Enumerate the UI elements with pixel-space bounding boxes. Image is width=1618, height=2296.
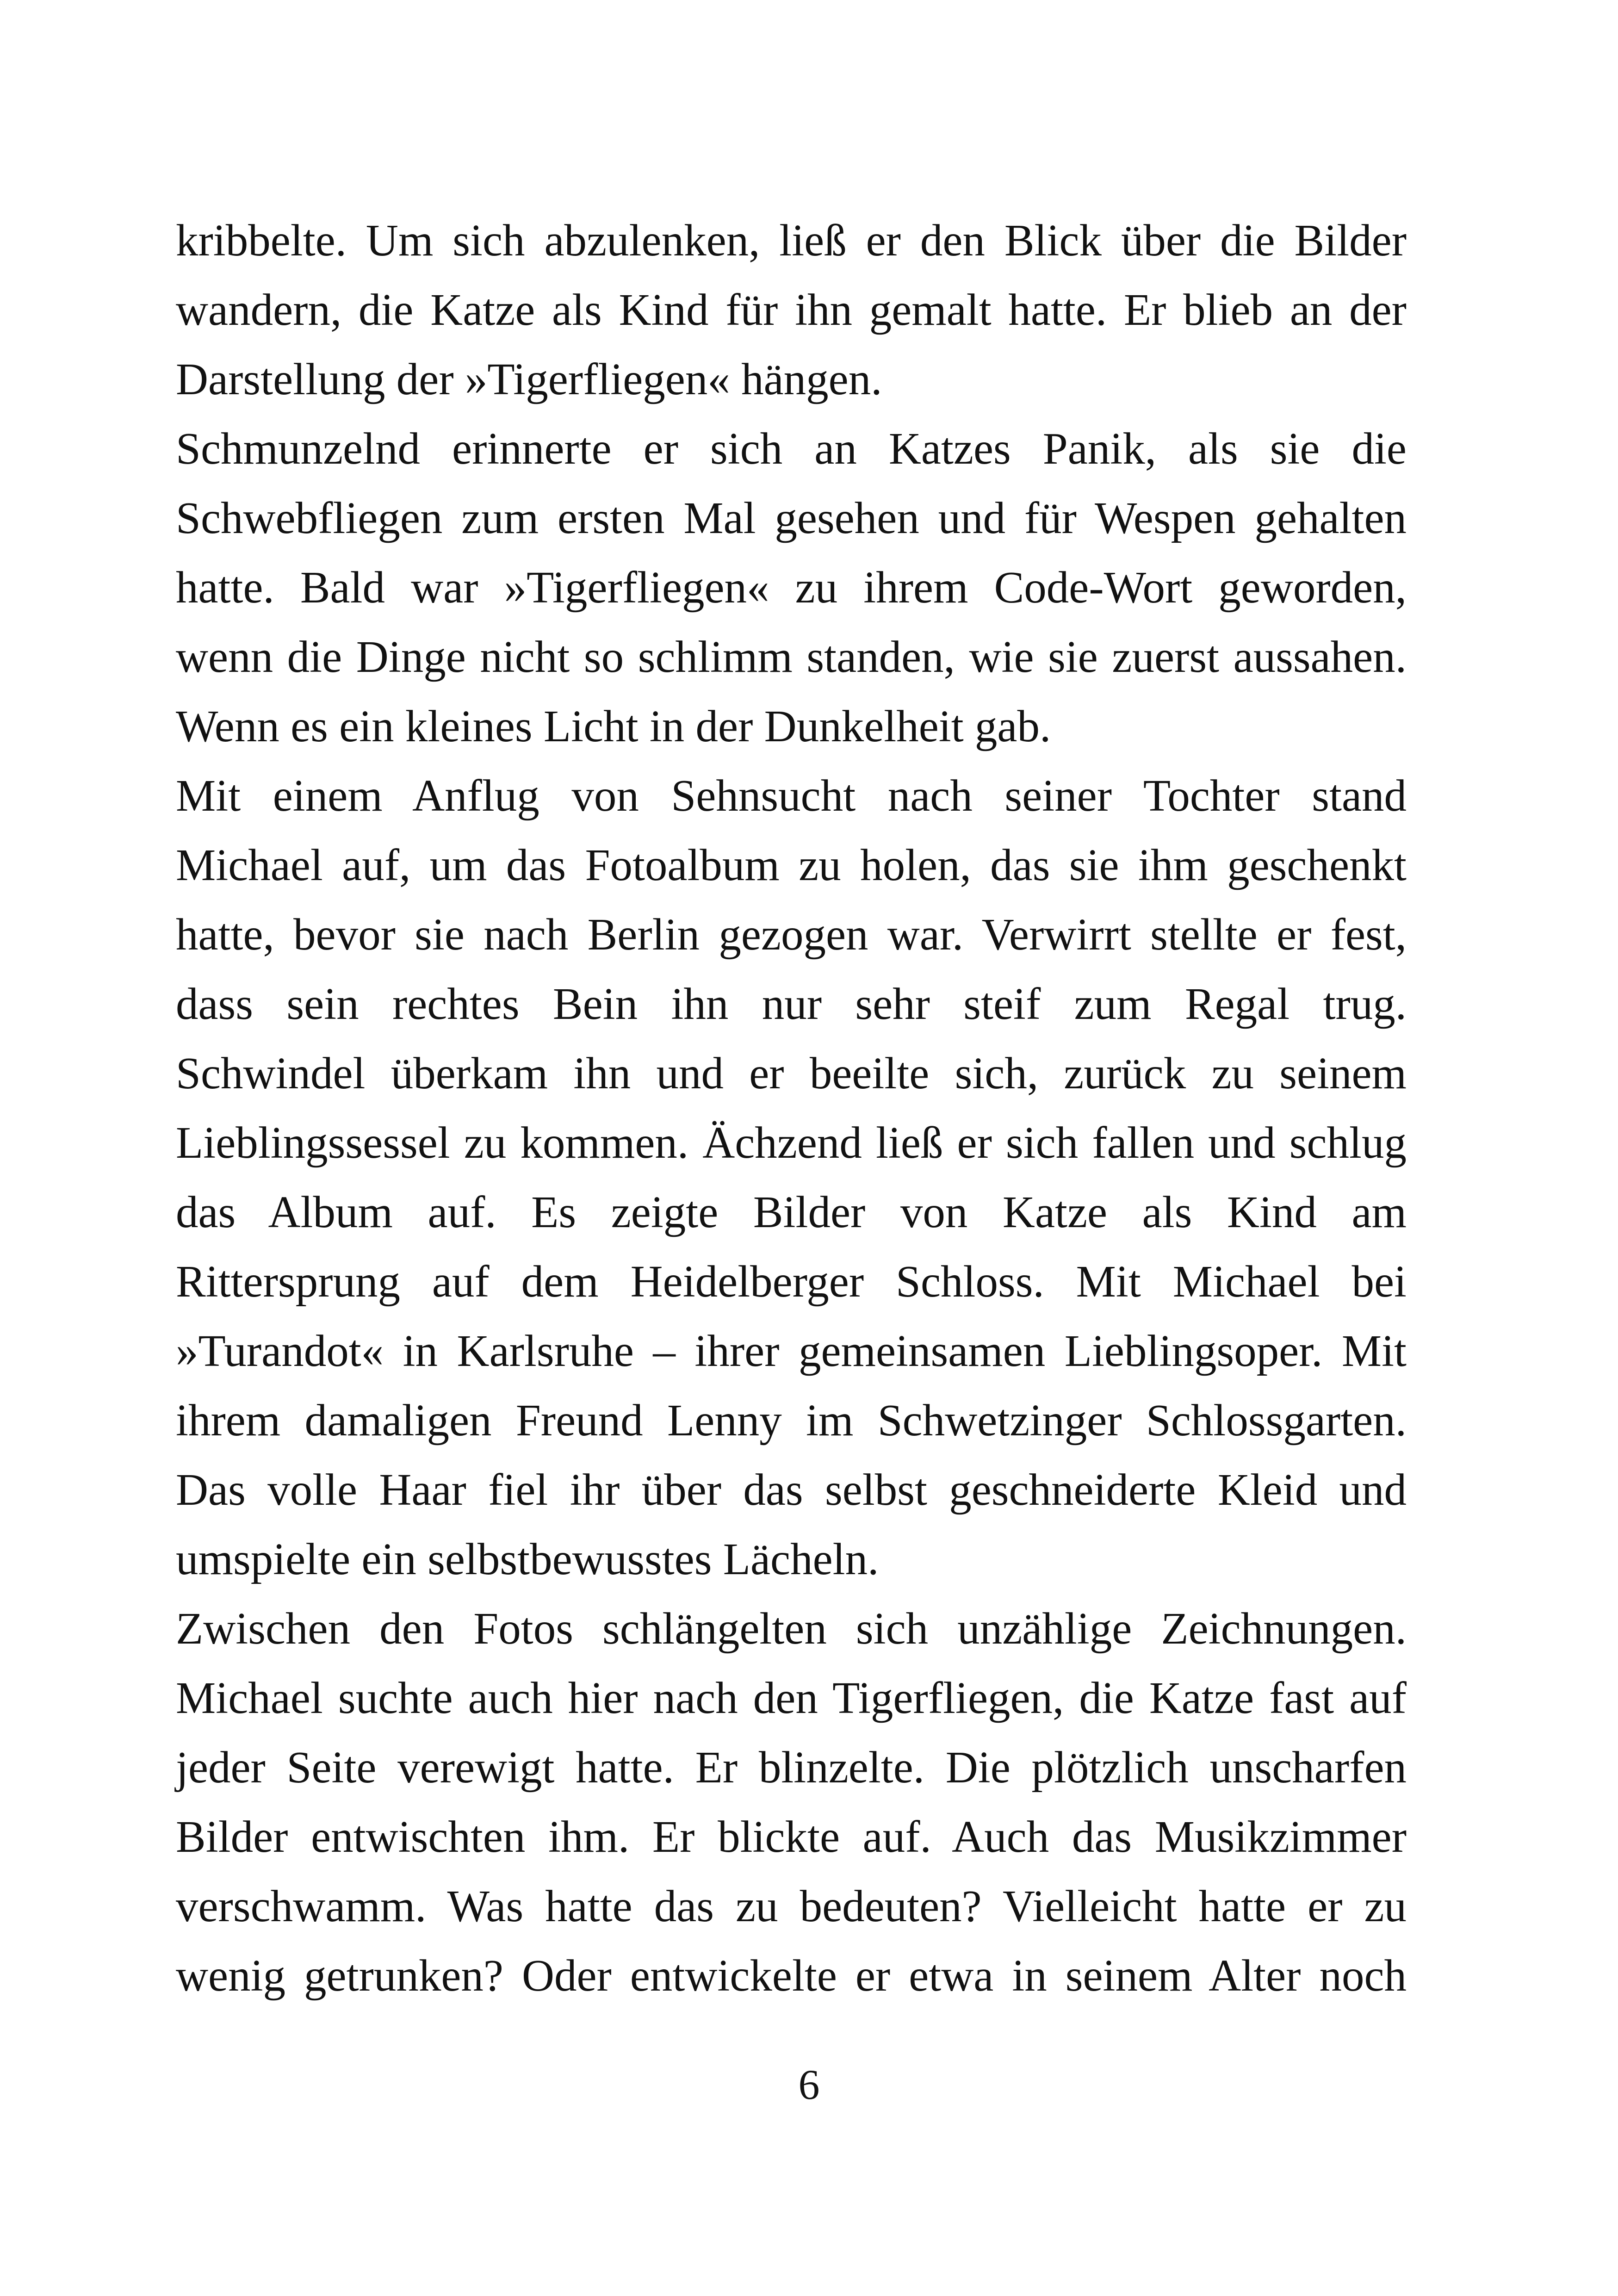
text-line: Schwindel überkam ihn und er beeilte sich, zurück zu seinem [176, 1049, 1407, 1098]
text-line: Michael auf, um das Fotoalbum zu holen, das sie ihm geschenkt [176, 840, 1407, 890]
text-line: kribbelte. Um sich abzulenken, ließ er den Blick über die Bilder [176, 216, 1407, 265]
text-line: verschwamm. Was hatte das zu bedeuten? Vielleicht hatte er zu [176, 1881, 1407, 1931]
text-line: wenig getrunken? Oder entwickelte er etwa in seinem Alter noch [176, 1951, 1407, 2000]
text-line: wandern, die Katze als Kind für ihn gemalt hatte. Er blieb an der [176, 285, 1407, 335]
text-line: Darstellung der »Tigerfliegen« hängen. [176, 354, 882, 404]
body-text [176, 206, 1407, 2011]
text-line: Zwischen den Fotos schlängelten sich unzählige Zeichnungen. [176, 1604, 1407, 1653]
text-line: Bilder entwischten ihm. Er blickte auf. Auch das Musikzimmer [176, 1812, 1407, 1862]
text-line: das Album auf. Es zeigte Bilder von Katze als Kind am [176, 1187, 1407, 1237]
text-line: Schmunzelnd erinnerte er sich an Katzes Panik, als sie die [176, 424, 1407, 473]
page-number: 6 [798, 2061, 820, 2108]
text-line: Das volle Haar fiel ihr über das selbst geschneiderte Kleid und [176, 1465, 1407, 1514]
text-line: dass sein rechtes Bein ihn nur sehr steif zum Regal trug. [176, 979, 1407, 1029]
text-line: hatte. Bald war »Tigerfliegen« zu ihrem Code-Wort geworden, [176, 563, 1407, 612]
text-line: Michael suchte auch hier nach den Tigerfliegen, die Katze fast auf [176, 1673, 1407, 1723]
text-line: »Turandot« in Karlsruhe – ihrer gemeinsamen Lieblingsoper. Mit [176, 1326, 1407, 1376]
text-line: Schwebfliegen zum ersten Mal gesehen und für Wespen gehalten [176, 493, 1407, 543]
text-line: wenn die Dinge nicht so schlimm standen, wie sie zuerst aussahen. [176, 632, 1407, 682]
text-line: Rittersprung auf dem Heidelberger Schloss. Mit Michael bei [176, 1257, 1407, 1306]
text-line: jeder Seite verewigt hatte. Er blinzelte. Die plötzlich unscharfen [176, 1743, 1407, 1792]
text-line: ihrem damaligen Freund Lenny im Schwetzinger Schlossgarten. [176, 1396, 1407, 1445]
text-line: hatte, bevor sie nach Berlin gezogen war. Verwirrt stellte er fest, [176, 910, 1407, 959]
text-line: Lieblingssessel zu kommen. Ächzend ließ er sich fallen und schlug [176, 1118, 1407, 1167]
text-line: Mit einem Anflug von Sehnsucht nach seiner Tochter stand [176, 771, 1407, 820]
text-line: Wenn es ein kleines Licht in der Dunkelheit gab. [176, 701, 1051, 751]
text-line: umspielte ein selbstbewusstes Lächeln. [176, 1534, 879, 1584]
